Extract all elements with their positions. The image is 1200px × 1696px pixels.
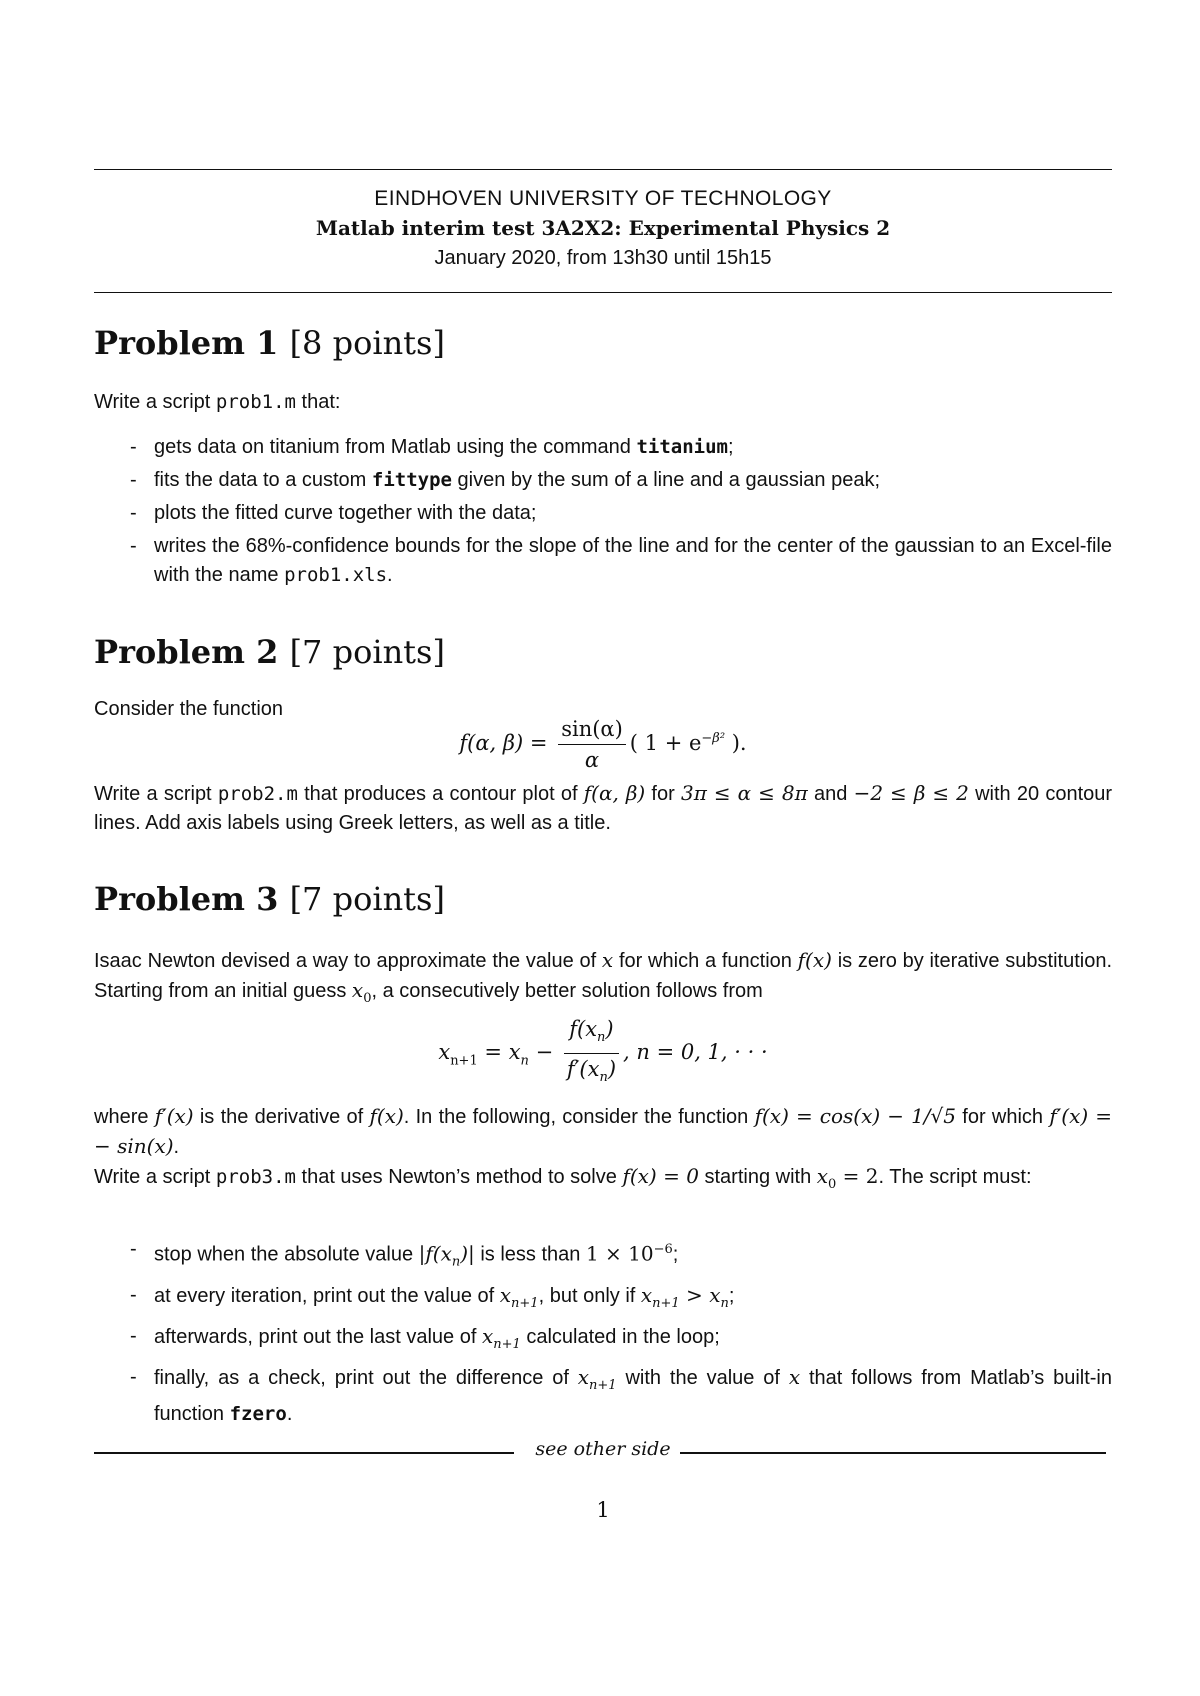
footer-rule-right xyxy=(680,1452,1106,1454)
math: f(x) xyxy=(369,1104,404,1128)
math: ) xyxy=(607,1057,617,1082)
math: > xyxy=(679,1282,710,1307)
code-prob2: prob2.m xyxy=(217,783,298,805)
problem2-formula xyxy=(94,716,1112,773)
math: x xyxy=(438,1040,451,1065)
problem3-para1 xyxy=(94,946,1112,1013)
text: with 20 contour lines. Add axis labels using Greek letters, as well as a title. xyxy=(94,783,1113,834)
formula-exponent: −β² xyxy=(701,731,726,746)
text: Write a script xyxy=(94,391,216,413)
fraction-numerator xyxy=(564,1016,619,1054)
list-item: - writes the 68%-confidence bounds for the slope of the line and for the center of the gaussian to an Excel-file with the name prob1.xls. xyxy=(130,535,1112,586)
problem3-points: [7 points] xyxy=(289,880,445,918)
text: . The script must: xyxy=(878,1166,1032,1188)
university-name: EINDHOVEN UNIVERSITY OF TECHNOLOGY xyxy=(374,187,832,210)
math: n xyxy=(599,1070,608,1086)
math: )| xyxy=(460,1241,475,1266)
text: for xyxy=(645,783,681,805)
header-top-rule xyxy=(94,169,1112,170)
math: n xyxy=(720,1295,729,1311)
text: , a consecutively better solution follows from xyxy=(371,980,763,1002)
fraction-numerator: sin(α) xyxy=(558,716,626,745)
math: x xyxy=(508,1040,521,1065)
problem2-title: Problem 2 xyxy=(94,633,279,671)
math: n xyxy=(520,1053,529,1069)
code-prob1: prob1.m xyxy=(215,391,296,413)
text: Write a script xyxy=(94,1166,216,1188)
text: plots the fitted curve together with the data; xyxy=(154,502,537,524)
problem3-para3 xyxy=(94,1162,1112,1199)
text: ; xyxy=(728,1284,735,1307)
formula-rhs: ( 1 + e xyxy=(629,731,702,755)
text: stop when the absolute value xyxy=(154,1243,419,1266)
math: = xyxy=(477,1040,509,1065)
math: x xyxy=(788,1364,801,1389)
problem1-heading xyxy=(94,324,445,362)
list-item: - stop when the absolute value $|f(x_n)|$ is less than $1 \times 10^{-6}$; xyxy=(130,1238,679,1270)
text: afterwards, print out the last value of xyxy=(154,1325,482,1348)
math: = 2 xyxy=(836,1164,879,1188)
list-item: - afterwards, print out the last value of $x_{n+1}$ calculated in the loop; xyxy=(130,1323,720,1352)
text: writes the 68%-confidence bounds for the slope of the line and for the center of the gaussian to an Excel-file with the name xyxy=(154,535,1112,586)
math: f′(x xyxy=(566,1057,600,1082)
problem2-heading xyxy=(94,633,445,671)
newton-equation xyxy=(94,1016,1112,1091)
math: f(x) = cos(x) − 1/√5 xyxy=(754,1104,957,1128)
text: for which a function xyxy=(613,950,798,972)
math: x xyxy=(499,1282,512,1307)
math: 0 xyxy=(363,991,372,1006)
text: is zero by iterative substitution. Starting from an initial guess xyxy=(94,950,1112,1002)
math: n+1 xyxy=(589,1377,617,1393)
text: calculated in the loop; xyxy=(520,1325,720,1348)
text: is less than xyxy=(474,1243,586,1266)
problem1-intro xyxy=(94,388,1112,417)
text: Write a script xyxy=(94,783,218,805)
text: . xyxy=(387,564,393,586)
problem3-title: Problem 3 xyxy=(94,880,279,918)
math: x xyxy=(816,1164,829,1188)
math: n+1 xyxy=(652,1295,680,1311)
math: |f(x xyxy=(418,1241,452,1266)
math: ) xyxy=(605,1017,614,1041)
text: , but only if xyxy=(538,1284,641,1307)
math: x xyxy=(640,1282,653,1307)
text: fits the data to a custom xyxy=(154,469,372,491)
problem3-para2 xyxy=(94,1102,1112,1162)
text: starting with xyxy=(698,1166,817,1188)
list-item: - gets data on titanium from Matlab using the command titanium; xyxy=(130,436,734,458)
text: ; xyxy=(672,1243,679,1266)
problem2-intro: Consider the function xyxy=(94,698,284,720)
text: with the value of xyxy=(616,1366,789,1389)
page-number: 1 xyxy=(596,1498,610,1522)
text: is the derivative of xyxy=(193,1106,370,1128)
text: where xyxy=(94,1106,155,1128)
math: f(x) = 0 xyxy=(622,1164,699,1188)
math: 1 × 10 xyxy=(585,1241,654,1266)
problem2-text xyxy=(94,779,1112,838)
code-prob1-xls: prob1.xls xyxy=(284,564,388,586)
math: x xyxy=(709,1282,721,1307)
fraction xyxy=(564,1016,619,1091)
math: n+1 xyxy=(511,1295,539,1311)
math: f(x xyxy=(569,1017,598,1041)
problem3-heading xyxy=(94,880,445,918)
math: 0 xyxy=(828,1177,837,1192)
math: f′(x) xyxy=(154,1104,194,1128)
problem3-list xyxy=(94,1235,1112,1433)
problem2-points: [7 points] xyxy=(289,633,445,671)
list-item: - at every iteration, print out the value of $x_{n+1}$, but only if $x_{n+1} > x_n$; xyxy=(130,1282,735,1311)
math: − xyxy=(528,1040,560,1065)
text: that: xyxy=(295,391,341,413)
code-prob3: prob3.m xyxy=(215,1166,296,1188)
text: finally, as a check, print out the difference of xyxy=(154,1366,578,1389)
math: x xyxy=(351,978,364,1002)
text: for which xyxy=(956,1106,1050,1128)
text: that uses Newton’s method to solve xyxy=(295,1166,623,1188)
math: f′(x) = − sin(x) xyxy=(94,1104,1112,1158)
header-bottom-rule xyxy=(94,292,1112,293)
math: , n = 0, 1, · · · xyxy=(623,1040,768,1065)
math: −6 xyxy=(653,1242,673,1257)
exam-header xyxy=(94,184,1112,273)
formula-lhs: f(α, β) = xyxy=(459,731,548,755)
text: ; xyxy=(728,436,734,458)
list-item: - fits the data to a custom fittype given by the sum of a line and a gaussian peak; xyxy=(130,469,881,491)
problem1-title: Problem 1 xyxy=(94,324,279,362)
math: −2 ≤ β ≤ 2 xyxy=(853,781,969,805)
exam-title: Matlab interim test 3A2X2: Experimental Physics 2 xyxy=(315,216,891,240)
code-fzero: fzero xyxy=(229,1402,287,1425)
text: . xyxy=(173,1136,180,1158)
text: . In the following, consider the function xyxy=(403,1106,755,1128)
text: and xyxy=(807,783,854,805)
list-item: - plots the fitted curve together with the data; xyxy=(130,502,537,524)
text: that follows from Matlab’s built-in function xyxy=(154,1366,1112,1425)
math: n+1 xyxy=(450,1053,478,1069)
problem1-points: [8 points] xyxy=(289,324,445,362)
math: 3π ≤ α ≤ 8π xyxy=(680,781,808,805)
fraction xyxy=(558,716,626,773)
formula-end: ). xyxy=(725,731,747,755)
code-titanium: titanium xyxy=(636,436,728,458)
list-item: - finally, as a check, print out the difference of $x_{n+1}$ with the value of x that follows from Matlab’s built-in function fzero. xyxy=(130,1364,1112,1425)
math: n xyxy=(451,1254,461,1270)
math: x xyxy=(577,1364,590,1389)
text: at every iteration, print out the value of xyxy=(154,1284,500,1307)
fraction-denominator xyxy=(564,1054,619,1091)
problem1-list xyxy=(94,433,1112,594)
see-other-side-note: see other side xyxy=(535,1438,671,1460)
text: . xyxy=(286,1402,293,1425)
math: n xyxy=(597,1030,606,1046)
code-fittype: fittype xyxy=(371,469,452,491)
exam-date: January 2020, from 13h30 until 15h15 xyxy=(434,247,772,269)
text: that produces a contour plot of xyxy=(297,783,584,805)
fraction-denominator: α xyxy=(584,748,600,772)
math: f(α, β) xyxy=(583,781,646,805)
math: f(x) xyxy=(797,948,832,972)
math: n+1 xyxy=(493,1336,521,1352)
math: x xyxy=(601,948,614,972)
math: x xyxy=(481,1323,494,1348)
text: Isaac Newton devised a way to approximate the value of xyxy=(94,950,602,972)
text: given by the sum of a line and a gaussian peak; xyxy=(451,469,881,491)
text: gets data on titanium from Matlab using the command xyxy=(154,436,637,458)
